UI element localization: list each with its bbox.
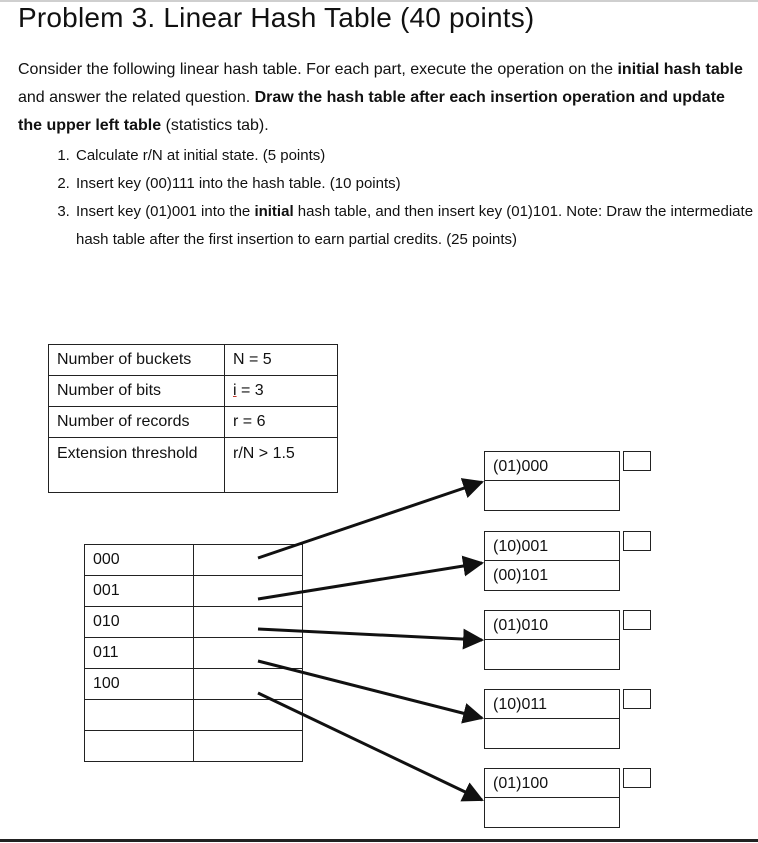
directory-key: 011 [85, 638, 194, 669]
stats-value: N = 5 [225, 345, 338, 376]
stats-label: Number of bits [49, 376, 225, 407]
bits-symbol: i [233, 382, 237, 399]
stats-label: Extension threshold [49, 438, 225, 493]
bucket-slot: (10)011 [484, 689, 620, 719]
task-3-text-post: hash table, and then insert key (01)101. Note: Draw the intermediate hash table after the first insertion to earn partial credits. (25 points) [76, 203, 754, 248]
stats-label: Number of buckets [49, 345, 225, 376]
pointer-arrow-001 [258, 563, 482, 599]
intro-text-3: (statistics tab). [161, 117, 269, 134]
intro-bold-1: initial hash table [617, 61, 743, 78]
page-title: Problem 3. Linear Hash Table (40 points) [18, 2, 535, 33]
directory-key: 001 [85, 576, 194, 607]
intro-bold-2: Draw the hash table after each insertion operation and update the upper left table [18, 89, 725, 134]
bucket-slot: (00)101 [484, 561, 620, 591]
pointer-arrow-010 [258, 629, 482, 640]
task-3-text-bold: initial [254, 203, 294, 220]
directory-key: 100 [85, 669, 194, 700]
stats-value: r = 6 [225, 407, 338, 438]
bucket-slot: (01)000 [484, 451, 620, 481]
task-3-text-pre: Insert key (01)001 into the [76, 203, 255, 220]
bottom-rule [0, 839, 758, 842]
pointer-arrow-000 [258, 482, 482, 558]
intro-text-2: and answer the related question. [18, 89, 255, 106]
stats-label: Number of records [49, 407, 225, 438]
task-item-2: 2. Insert key (00)111 into the hash table. (10 points) [74, 170, 758, 198]
bits-value: = 3 [236, 382, 264, 399]
directory-key: 000 [85, 545, 194, 576]
task-item-1: 1. Calculate r/N at initial state. (5 points) [74, 142, 758, 170]
bucket-slot: (01)010 [484, 610, 620, 640]
stats-value: r/N > 1.5 [225, 438, 338, 493]
directory-key: 010 [85, 607, 194, 638]
bucket-slot: (10)001 [484, 531, 620, 561]
intro-text-1: Consider the following linear hash table. For each part, execute the operation on the [18, 61, 618, 78]
bucket-slot: (01)100 [484, 768, 620, 798]
